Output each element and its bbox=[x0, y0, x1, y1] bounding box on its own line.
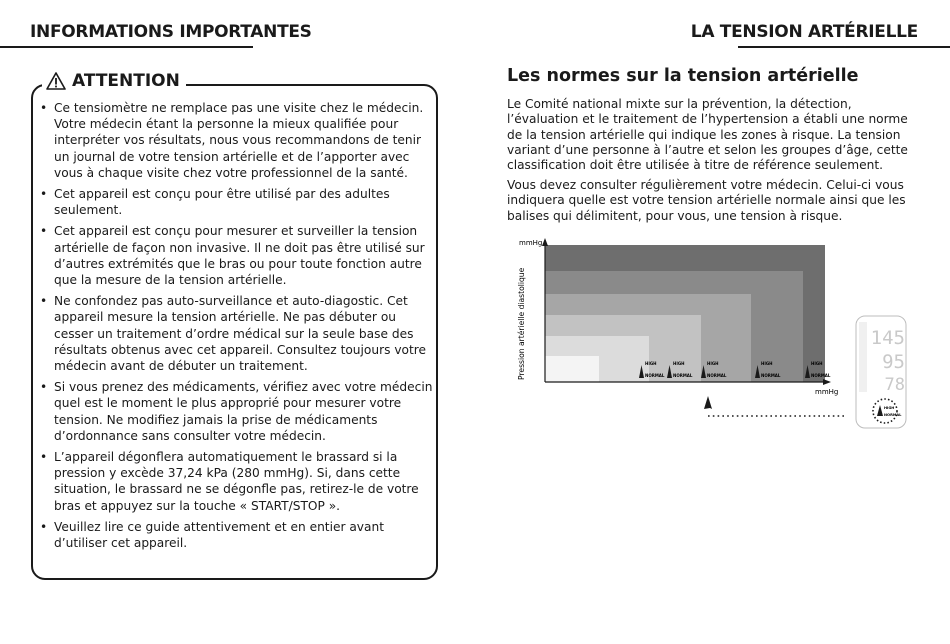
zone-rect bbox=[545, 356, 599, 382]
section-title: Les normes sur la tension artérielle bbox=[507, 66, 859, 86]
zone-high-label: HIGH bbox=[707, 361, 719, 366]
zone-rectangles bbox=[545, 245, 825, 382]
zone-normal-label: NORMAL bbox=[707, 373, 727, 378]
attention-item: • Cet appareil est conçu pour être utilisé par des adultes seulement. bbox=[38, 186, 433, 218]
x-axis-arrow-icon bbox=[823, 379, 831, 385]
attention-item: • Veuillez lire ce guide attentivement et en entier avant d’utiliser cet appareil. bbox=[38, 519, 433, 551]
section-paragraph-1: Le Comité national mixte sur la prévention, la détection, l’évaluation et le traitement de l’hypertension a établi une norme de la tension artérielle qui indique les zones à risque. La tension variant d’une personne à l’autre et selon les groupes d’âge, cette classification doit être utilisée à titre de référence seulement. bbox=[507, 97, 908, 173]
display-side-strip bbox=[859, 322, 867, 392]
header-rule-left bbox=[0, 46, 253, 48]
y-axis-unit: mmHg bbox=[519, 239, 543, 247]
page-header-left: INFORMATIONS IMPORTANTES bbox=[30, 22, 312, 42]
attention-item: • Ce tensiomètre ne remplace pas une visite chez le médecin. Votre médecin étant la personne la mieux qualifiée pour interpréter vos résultats, nous vous recommandons de tenir un journal de votre tension artérielle et de l’apporter avec vous à chaque visite chez votre professionnel de la santé. bbox=[38, 100, 433, 181]
device-normal-label: NORMAL bbox=[884, 413, 902, 417]
attention-title: ATTENTION bbox=[72, 71, 180, 91]
y-axis-label: Pression artérielle diastolique bbox=[517, 267, 526, 380]
attention-item: • Cet appareil est conçu pour mesurer et surveiller la tension artérielle de façon non invasive. Il ne doit pas être utilisé sur d’autres extrémités que le bras ou pour toute fonction autre que la mesure de la tension artérielle. bbox=[38, 223, 433, 288]
y-axis-arrow-icon bbox=[542, 238, 548, 246]
section-paragraph-2: Vous devez consulter régulièrement votre médecin. Celui-ci vous indiquera quelle est votre tension artérielle normale ainsi que les balises qui délimitent, pour vous, une tension à risque. bbox=[507, 178, 906, 223]
warning-triangle-icon bbox=[46, 72, 66, 90]
zone-high-label: HIGH bbox=[811, 361, 823, 366]
pulse-readout: 78 bbox=[884, 375, 905, 395]
zone-normal-label: NORMAL bbox=[673, 373, 693, 378]
zone-normal-label: NORMAL bbox=[645, 373, 665, 378]
blood-pressure-zone-diagram bbox=[505, 228, 845, 428]
zone-high-label: HIGH bbox=[673, 361, 685, 366]
x-axis-unit: mmHg bbox=[815, 388, 839, 396]
zone-normal-label: NORMAL bbox=[811, 373, 831, 378]
highlight-circle bbox=[873, 399, 897, 423]
zone-high-label: HIGH bbox=[761, 361, 773, 366]
attention-item: • Ne confondez pas auto-surveillance et auto-diagostic. Cet appareil mesure la tension artérielle. Ne pas débuter ou cesser un traitement d’ordre médical sur la seule base des résultats obtenus avec cet appareil. Consultez toujours votre médecin avant de débuter un traitement. bbox=[38, 293, 433, 374]
monitor-display-illustration bbox=[850, 312, 910, 432]
attention-item: • Si vous prenez des médicaments, vérifiez avec votre médecin quel est le moment le plus approprié pour mesurer votre tension. Ne modifiez jamais la prise de médicaments d’ordonnance sans consulter votre médecin. bbox=[38, 379, 433, 444]
device-high-label: HIGH bbox=[884, 406, 895, 410]
attention-item: • L’appareil dégonflera automatiquement le brassard si la pression y excède 37,24 kPa (280 mmHg). Si, dans cette situation, le brassard ne se dégonfle pas, retirez-le de votre bras et appuyez sur la touche « START/STOP ». bbox=[38, 449, 433, 514]
pointer-arrow-icon bbox=[704, 396, 712, 409]
attention-list bbox=[38, 100, 433, 556]
header-rule-right bbox=[738, 46, 950, 48]
page-header-right: LA TENSION ARTÉRIELLE bbox=[690, 22, 918, 42]
zone-high-label: HIGH bbox=[645, 361, 657, 366]
systolic-readout: 145 bbox=[870, 327, 905, 349]
attention-heading bbox=[42, 71, 186, 91]
zone-normal-label: NORMAL bbox=[761, 373, 781, 378]
diastolic-readout: 95 bbox=[882, 351, 905, 373]
